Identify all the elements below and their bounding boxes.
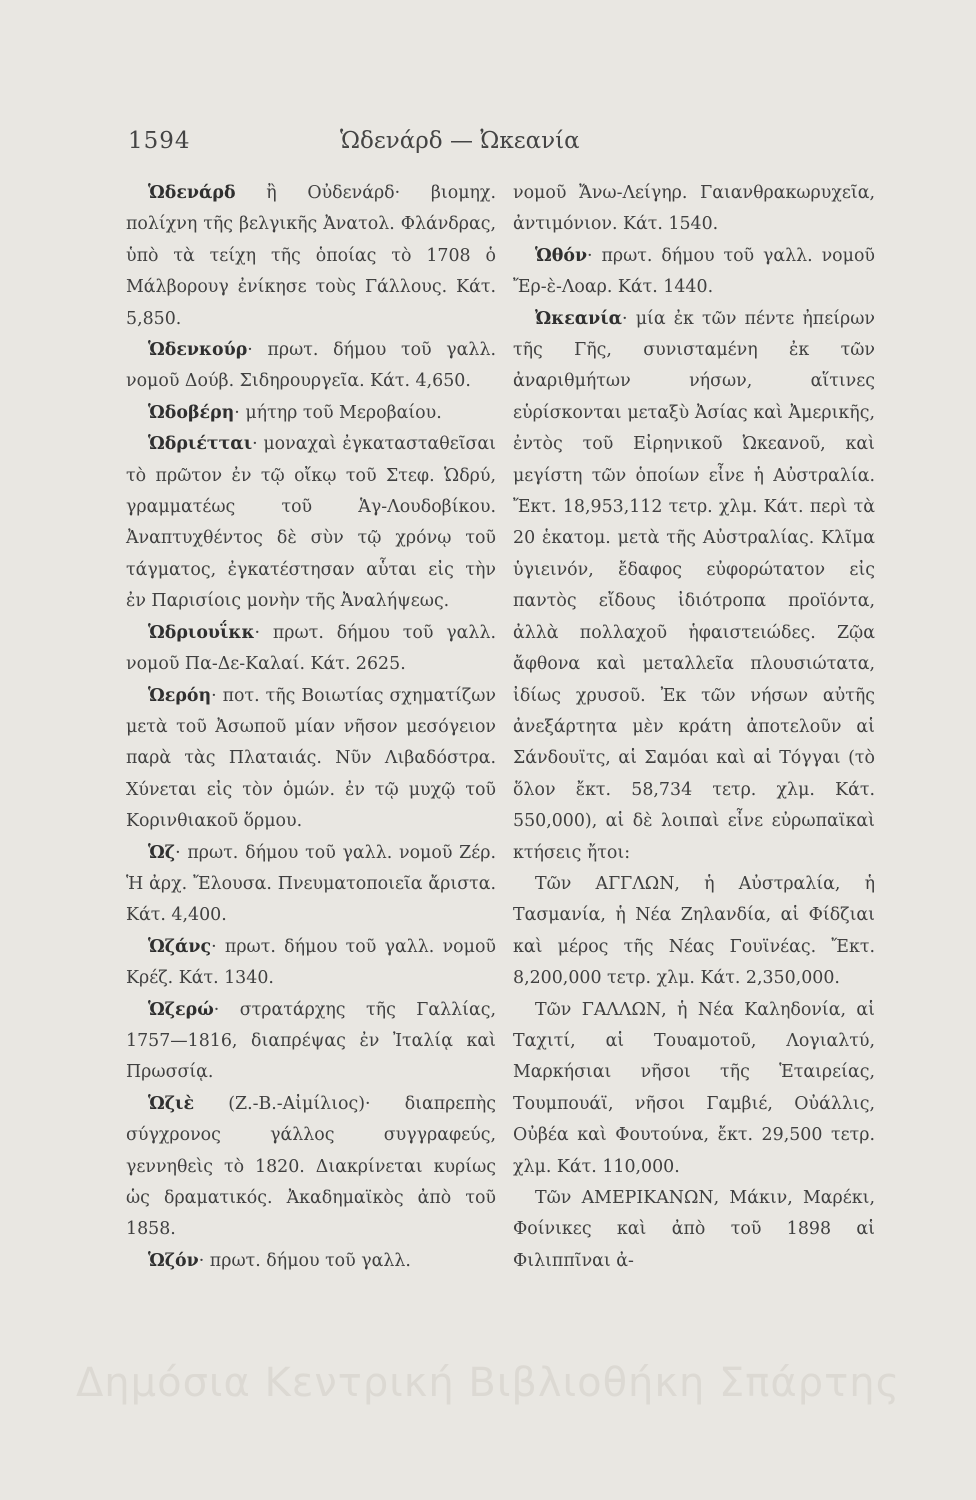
entry-headword: Ὡδοβέρη — [148, 402, 235, 423]
entry-text: Τῶν ΑΓΓΛΩΝ, ἡ Αὐστραλία, ἡ Τασμανία, ἡ Νέα Ζηλανδία, αἱ Φίδζιαι καὶ μέρος τῆς Νέας Γουϊνέας. Ἔκτ. 8,200,000 τετρ. χλμ. Κάτ. 2,350,000. — [513, 873, 875, 989]
sub-paragraph — [513, 869, 875, 995]
sub-paragraph — [513, 1183, 875, 1277]
dictionary-entry — [126, 1089, 496, 1246]
dictionary-entry — [126, 995, 496, 1089]
library-watermark: Δημόσια Κεντρική Βιβλιοθήκη Σπάρτης — [75, 1360, 901, 1406]
entry-text: · πρωτ. δήμου τοῦ γαλλ. νομοῦ Ἔρ-ὲ-Λοαρ. Κάτ. 1440. — [513, 245, 875, 298]
dictionary-entry — [513, 304, 875, 869]
entry-headword: Ὡζιὲ — [148, 1093, 195, 1114]
entry-text: · πρωτ. δήμου τοῦ γαλλ. νομοῦ Κρέζ. Κάτ. 1340. — [126, 936, 496, 989]
entry-text: · στρατάρχης τῆς Γαλλίας, 1757—1816, διαπρέψας ἐν Ἰταλίᾳ καὶ Πρωσσίᾳ. — [126, 999, 496, 1083]
entry-text: · ποτ. τῆς Βοιωτίας σχηματίζων μετὰ τοῦ Ἀσωποῦ μίαν νῆσον μεσόγειον παρὰ τὰς Πλαταιάς. Νῦν Λιβαδόστρα. Χύνεται εἰς τὸν ὁμών. ἐν τῷ μυχῷ τοῦ Κορινθιακοῦ ὅρμου. — [126, 685, 496, 832]
entry-text: Τῶν ΓΑΛΛΩΝ, ἡ Νέα Καληδονία, αἱ Ταχιτί, αἱ Τουαμοτοῦ, Λογιαλτύ, Μαρκήσιαι νῆσοι τῆς Ἑταιρείας, Τουμπουάϊ, νῆσοι Γαμβιέ, Οὐάλλις, Οὐβέα καὶ Φουτούνα, ἔκτ. 29,500 τετρ. χλμ. Κάτ. 110,000. — [513, 999, 875, 1177]
dictionary-entry — [126, 618, 496, 681]
entry-text: · μήτηρ τοῦ Μεροβαίου. — [234, 402, 442, 423]
left-column — [126, 178, 496, 1277]
entry-headword: Ὡζ — [148, 842, 176, 863]
entry-text: Τῶν ΑΜΕΡΙΚΑΝΩΝ, Μάκιν, Μαρέκι, Φοίνικες καὶ ἀπὸ τοῦ 1898 αἱ Φιλιππῖναι ἀ- — [513, 1188, 875, 1271]
entry-headword: Ὡδενάρδ — [148, 183, 236, 203]
entry-headword: Ὡθόν — [535, 245, 588, 266]
dictionary-entry — [126, 838, 496, 932]
entry-headword: Ὡζόν — [148, 1250, 199, 1271]
entry-text: · πρωτ. δήμου τοῦ γαλλ. νομοῦ Πα-Δε-Καλαί. Κάτ. 2625. — [126, 622, 496, 675]
entry-text: νομοῦ Ἄνω-Λείγηρ. Γαιανθρακωρυχεῖα, ἀντιμόνιον. Κάτ. 1540. — [513, 183, 875, 235]
dictionary-entry — [126, 681, 496, 838]
entry-headword: Ὡζερώ — [148, 999, 214, 1020]
entry-headword: Ὡδριουΐκκ — [148, 622, 255, 643]
running-title: Ὡδενάρδ — Ὠκεανία — [340, 128, 580, 154]
entry-text: · μοναχαὶ ἐγκατασταθεῖσαι τὸ πρῶτον ἐν τῷ οἴκῳ τοῦ Στεφ. Ὡδρύ, γραμματέως τοῦ Ἁγ-Λουδοβίκου. Ἀναπτυχθέντος δὲ σὺν τῷ χρόνῳ τοῦ τάγματος, ἐγκατέστησαν αὗται εἰς τὴν ἐν Παρισίοις μονὴν τῆς Ἀναλήψεως. — [126, 434, 496, 612]
entry-headword: Ὡδριέτται — [148, 434, 253, 455]
entry-text: · πρωτ. δήμου τοῦ γαλλ. νομοῦ Ζέρ. Ἡ ἀρχ. Ἔλουσα. Πνευματοποιεῖα ἄριστα. Κάτ. 4,400. — [126, 842, 496, 926]
entry-headword: Ὡδενκούρ — [148, 340, 248, 361]
entry-headword: Ὡζάνς — [148, 936, 212, 957]
entry-text: · πρωτ. δήμου τοῦ γαλλ. νομοῦ Δούβ. Σιδηρουργεῖα. Κάτ. 4,650. — [126, 340, 496, 392]
right-column — [513, 178, 875, 1277]
dictionary-entry — [126, 429, 496, 617]
dictionary-entry-continued — [513, 178, 875, 241]
dictionary-entry — [126, 335, 496, 398]
entry-text: (Ζ.-Β.-Αἰμίλιος)· διαπρεπὴς σύγχρονος γάλλος συγγραφεύς, γεννηθεὶς τὸ 1820. Διακρίνεται κυρίως ὡς δραματικός. Ἀκαδημαϊκὸς ἀπὸ τοῦ 1858. — [126, 1093, 496, 1240]
entry-text: ἢ Οὐδενάρδ· βιομηχ. πολίχνη τῆς βελγικῆς Ἀνατολ. Φλάνδρας, ὑπὸ τὰ τείχη τῆς ὁποίας τὸ 1708 ὁ Μάλβορουγ ἐνίκησε τοὺς Γάλλους. Κάτ. 5,850. — [126, 183, 496, 329]
entry-headword: Ὠκεανία — [535, 308, 623, 329]
dictionary-entry — [513, 241, 875, 304]
page-number: 1594 — [128, 128, 191, 154]
entry-headword: Ὡερόη — [148, 685, 212, 706]
page-header — [0, 128, 976, 168]
dictionary-entry — [126, 1246, 496, 1277]
dictionary-entry — [126, 398, 496, 429]
dictionary-entry — [126, 178, 496, 335]
entry-text: · μία ἐκ τῶν πέντε ἠπείρων τῆς Γῆς, συνισταμένη ἐκ τῶν ἀναριθμήτων νήσων, αἵτινες εὑρίσκονται μεταξὺ Ἀσίας καὶ Ἀμερικῆς, ἐντὸς τοῦ Εἰρηνικοῦ Ὠκεανοῦ, καὶ μεγίστη τῶν ὁποίων εἶνε ἡ Αὐστραλία. Ἔκτ. 18,953,112 τετρ. χλμ. Κάτ. περὶ τὰ 20 ἑκατομ. μετὰ τῆς Αὐστραλίας. Κλῖμα ὑγιεινόν, ἔδαφος εὐφορώτατον εἰς παντὸς εἴδους ἰδιότροπα προϊόντα, ἀλλὰ πολλαχοῦ ἡφαιστειώδες. Ζῷα ἄφθονα καὶ μεταλλεῖα πλουσιώτατα, ἰδίως χρυσοῦ. Ἐκ τῶν νήσων αὐτῆς ἀνεξάρτητα μὲν κράτη ἀποτελοῦν αἱ Σάνδουϊτς, αἱ Σαμόαι καὶ αἱ Τόγγαι (τὸ ὅλον ἔκτ. 58,734 τετρ. χλμ. Κάτ. 550,000), αἱ δὲ λοιπαὶ εἶνε εὐρωπαϊκαὶ κτήσεις ἤτοι: — [513, 308, 875, 863]
dictionary-entry — [126, 932, 496, 995]
sub-paragraph — [513, 995, 875, 1183]
entry-text: · πρωτ. δήμου τοῦ γαλλ. — [198, 1250, 411, 1271]
